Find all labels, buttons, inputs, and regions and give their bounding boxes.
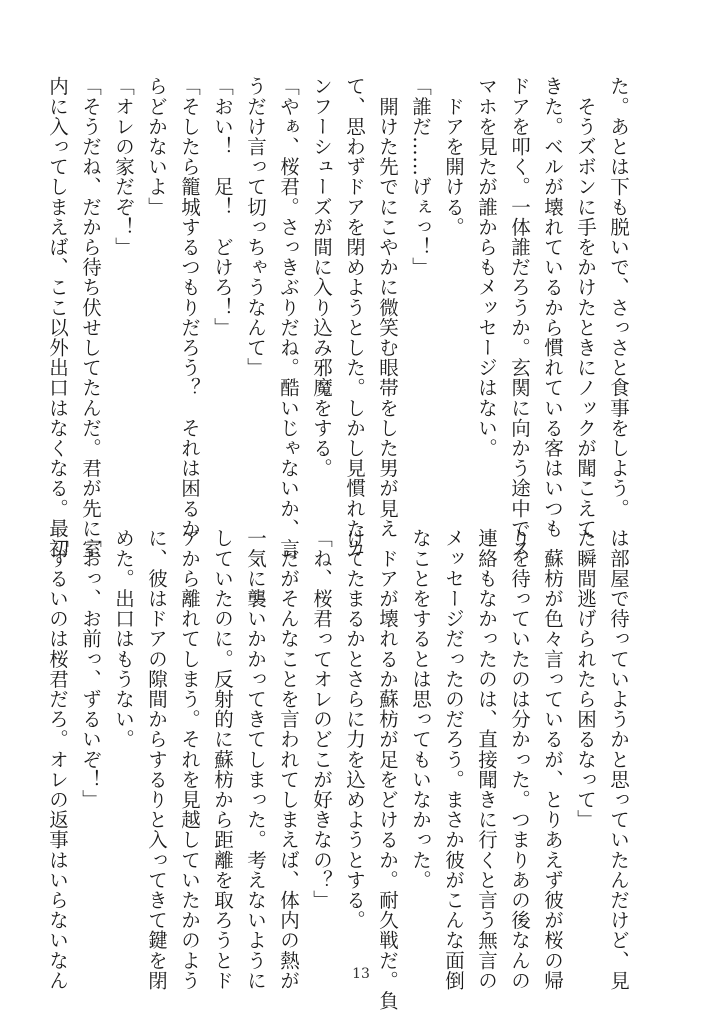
text-line: 「誰だ……げぇっ！」 (409, 76, 432, 277)
text-line: て、思わずドアを閉めようとした。しかし見慣れたカ (343, 76, 366, 559)
text-line: だがそんなことを言われてしまえば、体内の熱が (277, 528, 300, 991)
text-line: ンフーシューズが間に入り込み邪魔をする。 (310, 76, 333, 478)
text-line: た瞬間逃げられたら困るなって」 (574, 528, 597, 830)
text-line: なことをするとは思ってもいなかった。 (409, 528, 432, 890)
text-line: ドアが壊れるか蘇枋が足をどけるか。耐久戦だ。負 (376, 528, 399, 1011)
text-line: た。あとは下も脱いで、さっさと食事をしよう。 (607, 76, 630, 519)
text-line: ドアを叩く。一体誰だろうか。玄関に向かう途中でス (508, 76, 531, 559)
text-line: 内に入ってしまえば、ここ以外出口はなくなる。最初 (46, 76, 69, 559)
text-line: 開けた先でにこやかに微笑む眼帯をした男が見え (376, 76, 399, 539)
text-line: 「やぁ、桜君。さっきぶりだね。酷いじゃないか、言 (277, 76, 300, 559)
text-line: りを待っていたのは分かった。つまりあの後なんの (508, 528, 531, 991)
upper-text-block (41, 76, 635, 559)
text-line: していたのに。反射的に蘇枋から距離を取ろうとド (211, 528, 234, 991)
text-line: ドアを開ける。 (442, 76, 465, 237)
text-line: うだけ言って切っちゃうなんて」 (244, 76, 267, 378)
text-line: そうズボンに手をかけたときにノックが聞こえて (574, 76, 597, 539)
text-line: マホを見たが誰からもメッセージはない。 (475, 76, 498, 458)
text-line: に、彼はドアの隙間からするりと入ってきて鍵を閉 (145, 528, 168, 991)
text-line: 連絡もなかったのは、直接聞きに行くと言う無言の (475, 528, 498, 991)
text-line: 「オレの家だぞ！」 (112, 76, 135, 257)
text-line: けてたまるかとさらに力を込めようとする。 (343, 528, 366, 930)
text-line: らどかないよ」 (145, 76, 168, 217)
text-line: 「そしたら籠城するつもりだろう？ それは困るか (178, 76, 201, 539)
text-line: 「おっ、お前っ、ずるいぞ！」 (79, 528, 102, 810)
text-line: 蘇枋が色々言っているが、とりあえず彼が桜の帰 (541, 528, 564, 991)
text-line: 「ずるいのは桜君だろ。オレの返事はいらないなん (46, 528, 69, 991)
text-line: 「おい！ 足！ どけろ！」 (211, 76, 234, 338)
text-line: は部屋で待っていようかと思っていたんだけど、見 (607, 528, 630, 991)
text-line: 「そうだね、だから待ち伏せしてたんだ。君が先に室 (79, 76, 102, 559)
text-line: 一気に襲いかかってきてしまった。考えないように (244, 528, 267, 991)
page-number: 13 (352, 966, 370, 982)
text-line: 「ね、桜君ってオレのどこが好きなの？」 (310, 528, 333, 910)
text-line: きた。ベルが壊れているから慣れている客はいつも (541, 76, 564, 539)
text-line: メッセージだったのだろう。まさか彼がこんな面倒 (442, 528, 465, 991)
text-line: めた。出口はもうない。 (112, 528, 135, 750)
text-line: アから離れてしまう。それを見越していたかのよう (178, 528, 201, 991)
